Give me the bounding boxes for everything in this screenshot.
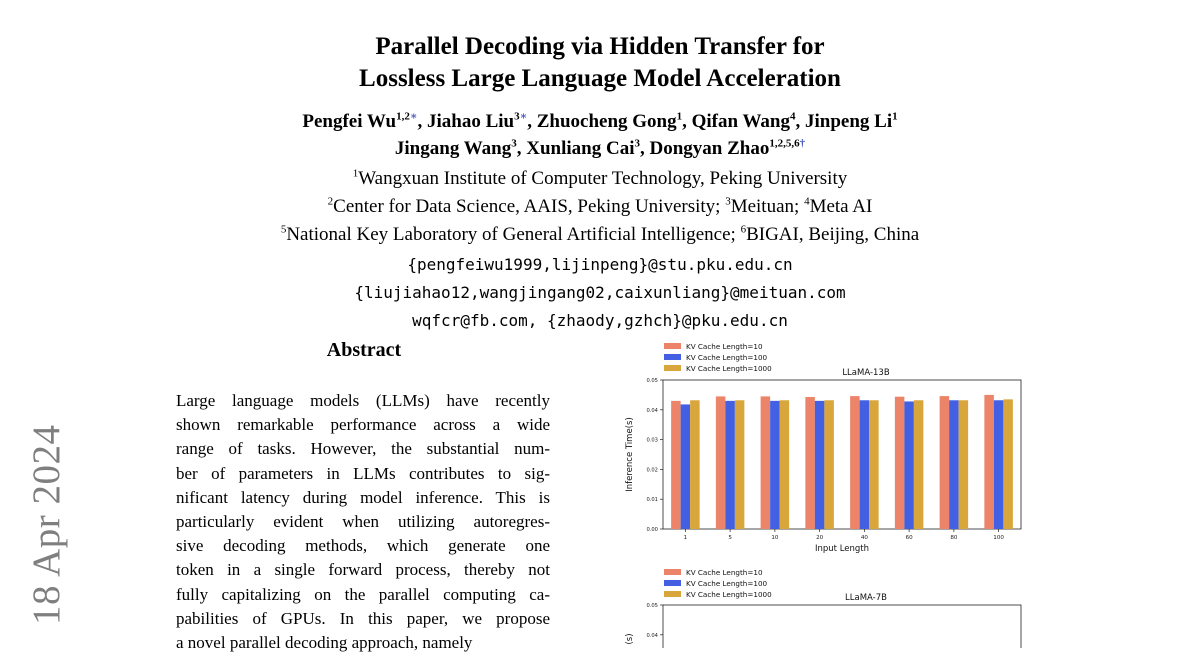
- y-axis-label: (s): [625, 633, 635, 645]
- bar: [780, 400, 790, 529]
- email-line-1[interactable]: {pengfeiwu1999,lijinpeng}@stu.pku.edu.cn: [407, 255, 793, 274]
- x-axis-label: Input Length: [814, 544, 870, 554]
- bar: [959, 400, 969, 529]
- abstract-line: token in a single forward process, thereby not: [176, 560, 550, 580]
- x-tick-label: 20: [816, 535, 824, 541]
- x-tick-label: 60: [905, 535, 913, 541]
- author-name: Jingang Wang: [394, 138, 512, 159]
- chart-title: LLaMA-13B: [842, 368, 890, 378]
- author-line-1: Pengfei $Wu^{1,2∗}$, Jiahao Liu$^{3∗}$, Zhuocheng Gong$^1$, Qifan Wang$^4$, Jinpeng Li$^1$: [302, 110, 898, 132]
- author-affil: 1,2,5,6: [769, 137, 800, 150]
- affil-text: Center for Data Science, AAIS, Peking University;: [333, 196, 726, 217]
- affil-number: 5: [280, 223, 287, 236]
- abstract-body: [176, 389, 550, 655]
- bar: [761, 396, 771, 529]
- author-affil: 1,2: [396, 110, 410, 123]
- llama-13b-inference-chart: [620, 336, 1030, 558]
- bar: [984, 395, 994, 529]
- bar: [850, 396, 860, 529]
- x-tick-label: 40: [860, 535, 868, 541]
- bar: [770, 401, 780, 529]
- abstract-line: shown remarkable performance across a wide: [176, 415, 550, 435]
- legend-label: KV Cache Length=1000: [686, 590, 772, 599]
- bar: [904, 401, 914, 529]
- arxiv-date-stamp: 18 Apr 2024: [25, 424, 68, 625]
- affil-text: Wangxuan Institute of Computer Technology, Peking University: [358, 168, 848, 189]
- affil-number: 3: [725, 195, 731, 208]
- affil-text: Meituan;: [730, 196, 805, 217]
- bar: [860, 400, 870, 529]
- affil-number: 4: [804, 195, 810, 208]
- author-affil: 3: [514, 110, 520, 123]
- bar: [949, 400, 959, 529]
- affil-text: BIGAI, Beijing, China: [746, 224, 920, 245]
- author-name: Dongyan Zhao: [649, 138, 770, 159]
- equal-contribution-mark[interactable]: ∗: [519, 110, 528, 123]
- y-tick-label: 0.00: [646, 527, 658, 533]
- bar: [869, 400, 879, 529]
- author-name: Qifan Wang: [691, 111, 791, 132]
- abstract-heading: Abstract: [326, 339, 402, 361]
- bar: [805, 397, 815, 529]
- bar: [725, 401, 735, 529]
- bar: [735, 400, 745, 529]
- author-name: Pengfei Wu: [302, 111, 397, 132]
- legend-label: KV Cache Length=100: [686, 579, 768, 588]
- author-affil: 4: [790, 110, 796, 123]
- corresponding-author-mark[interactable]: †: [799, 137, 806, 150]
- bar: [681, 404, 691, 529]
- abstract-line: a novel parallel decoding approach, namely: [176, 632, 473, 652]
- author-name: Jiahao Liu: [426, 111, 515, 132]
- affil-text: National Key Laboratory of General Artificial Intelligence;: [286, 224, 741, 245]
- affiliation-line-1: [0, 165, 1200, 192]
- abstract-line: particularly evident when utilizing autoregres-: [176, 511, 550, 531]
- x-tick-label: 5: [728, 535, 732, 541]
- legend-label: KV Cache Length=100: [686, 353, 768, 362]
- abstract-line: Large language models (LLMs) have recently: [176, 391, 550, 410]
- author-affil: 3: [634, 137, 640, 150]
- bar: [940, 396, 950, 529]
- plot-frame: [663, 605, 1021, 648]
- affiliation-line-3: [0, 221, 1200, 248]
- affil-number: 6: [740, 223, 747, 236]
- y-tick-label: 0.03: [646, 437, 658, 444]
- author-line-2: Jingang Wang$^3$, Xunliang Cai$^3$, Dongyan Zhao$^{1,2,5,6\dagger}$: [394, 137, 806, 159]
- author-name: Jinpeng Li: [805, 111, 893, 132]
- bar: [1003, 399, 1013, 529]
- bar: [815, 401, 825, 529]
- chart-title: LLaMA-7B: [845, 593, 887, 603]
- llama-7b-inference-chart: [620, 562, 1030, 648]
- author-name: Xunliang Cai: [526, 138, 635, 159]
- abstract-line: fully capitalizing on the parallel computing ca-: [176, 584, 550, 604]
- abstract-line: nificant latency during model inference. This is: [176, 487, 550, 507]
- author-name: Zhuocheng Gong: [536, 111, 677, 132]
- affil-number: 2: [327, 195, 334, 208]
- abstract-line: sive decoding methods, which generate one: [176, 536, 550, 556]
- author-affil: 1: [676, 110, 683, 123]
- legend-swatch: [664, 354, 681, 360]
- legend-label: KV Cache Length=10: [686, 342, 763, 351]
- y-tick-label: 0.04: [646, 407, 658, 414]
- legend-label: KV Cache Length=10: [686, 568, 763, 577]
- affil-number: 1: [352, 167, 359, 180]
- bar: [716, 396, 726, 529]
- legend-swatch: [664, 365, 681, 371]
- equal-contribution-mark[interactable]: ∗: [409, 110, 418, 123]
- email-line-3[interactable]: wqfcr@fb.com, {zhaody,gzhch}@pku.edu.cn: [412, 311, 788, 330]
- paper-title-line-1: Parallel Decoding via Hidden Transfer for: [375, 33, 825, 60]
- y-tick-label: 0.04: [646, 632, 658, 639]
- paper-title-line-2: Lossless Large Language Model Acceleration: [359, 65, 841, 92]
- author-affil: 3: [511, 137, 517, 150]
- x-tick-label: 10: [771, 535, 779, 541]
- email-line-2[interactable]: {liujiahao12,wangjingang02,caixunliang}@meituan.com: [354, 283, 846, 302]
- author-affil: 1: [892, 110, 898, 123]
- bar: [671, 401, 681, 529]
- legend-swatch: [664, 591, 681, 597]
- bar: [994, 400, 1004, 529]
- affiliation-line-2: [0, 193, 1200, 220]
- legend-swatch: [664, 580, 681, 586]
- bar: [914, 400, 924, 529]
- bar: [824, 400, 834, 529]
- abstract-line: range of tasks. However, the substantial num-: [176, 439, 550, 459]
- legend-swatch: [664, 569, 681, 575]
- abstract-line: pabilities of GPUs. In this paper, we propose: [176, 608, 550, 628]
- bar: [895, 397, 905, 529]
- y-tick-label: 0.05: [646, 603, 658, 609]
- x-tick-label: 80: [950, 535, 958, 541]
- x-tick-label: 1: [683, 535, 688, 541]
- abstract-line: ber of parameters in LLMs contributes to sig-: [176, 463, 550, 483]
- y-tick-label: 0.05: [646, 378, 658, 384]
- legend-label: KV Cache Length=1000: [686, 364, 772, 373]
- x-tick-label: 100: [993, 535, 1004, 541]
- legend-swatch: [664, 343, 681, 349]
- y-axis-label: Inference Time(s): [625, 417, 635, 492]
- bar: [690, 400, 700, 529]
- y-tick-label: 0.01: [646, 497, 658, 504]
- y-tick-label: 0.02: [646, 467, 658, 474]
- affil-text: Meta AI: [809, 196, 873, 217]
